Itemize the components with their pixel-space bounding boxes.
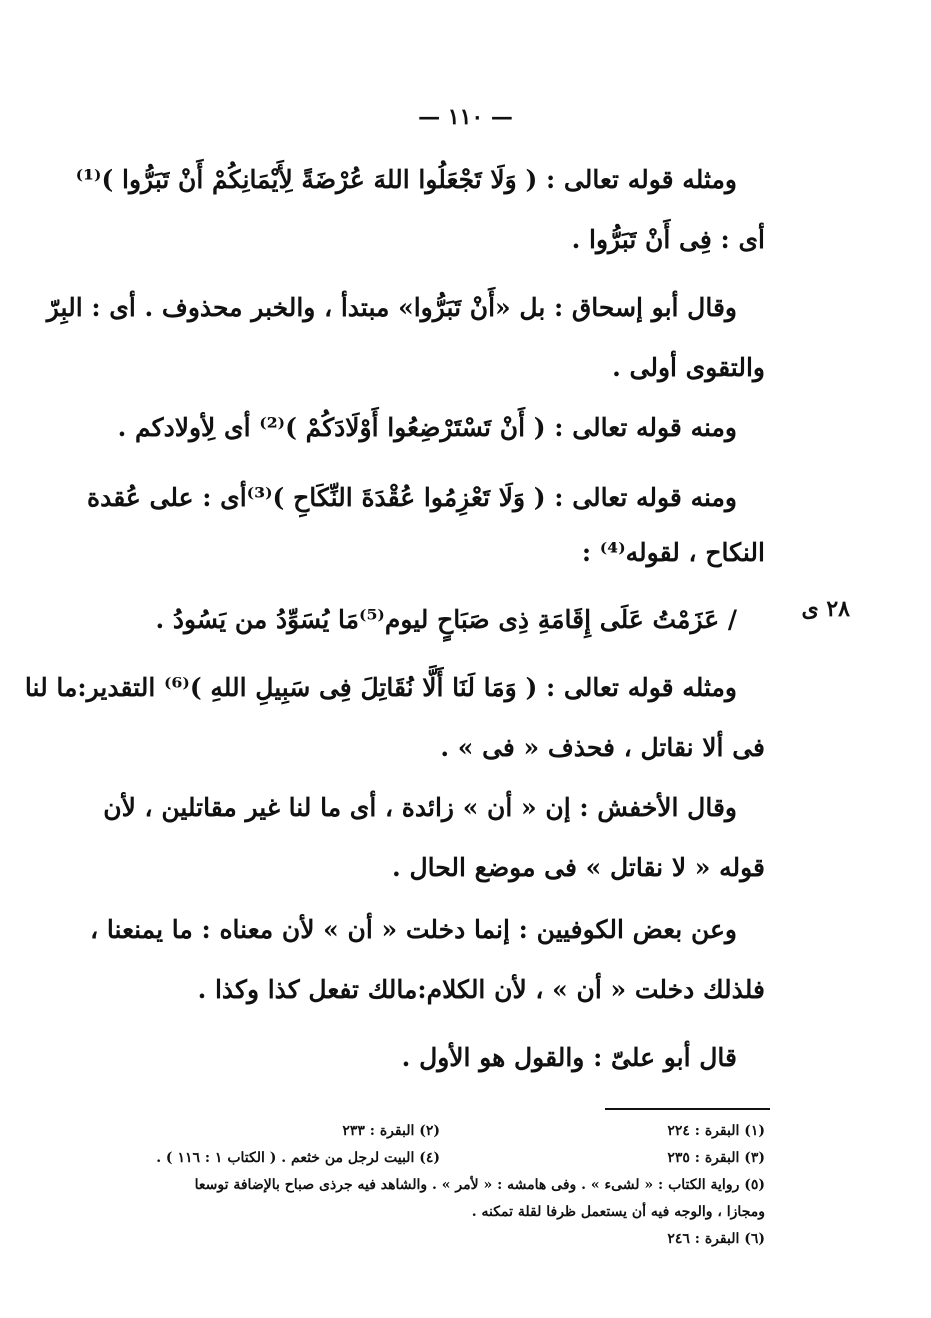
text-line: وعن بعض الكوفيين : إنما دخلت « أن » لأن معناه : ما يمنعنا ، (90, 915, 737, 944)
footnote-row (115, 1145, 765, 1172)
text-line: ومنه قوله تعالى : ( وَلَا تَعْزِمُوا عُقْدَةَ النِّكَاحِ )⁽³⁾أى : على عُقدة (87, 483, 737, 512)
text-line: أى : فِى أَنْ تَبَرُّوا . (571, 225, 765, 254)
text-line: فى ألا نقاتل ، فحذف « فى » . (440, 733, 765, 762)
text-line: ومثله قوله تعالى : ( وَلَا تَجْعَلُوا اللهَ عُرْضَةً لِأَيْمَانِكُمْ أَنْ تَبَرُّوا )⁽¹⁾ (75, 165, 737, 194)
footnote-3: (٣) البقرة : ٢٣٥ (667, 1150, 765, 1166)
footnote-4: (٤) البيت لرجل من خثعم . ( الكتاب ١ : ١١٦ ) . (156, 1150, 440, 1166)
footnote-5-continued: ومجازا ، والوجه فيه أن يستعمل ظرفا لقلة تمكنه . (471, 1204, 765, 1220)
paragraph-6 (103, 778, 765, 898)
text-line: ومثله قوله تعالى : ( وَمَا لَنَا أَلَّا نُقَاتِلَ فِى سَبِيلِ اللهِ )⁽⁶⁾ التقدير:ما لنا (24, 673, 737, 702)
text-line: قوله « لا نقاتل » فى موضع الحال . (392, 853, 765, 882)
text-line: فلذلك دخلت « أن » ، لأن الكلام:مالك تفعل كذا وكذا . (197, 975, 765, 1004)
text-line: ومنه قوله تعالى : ( أَنْ تَسْتَرْضِعُوا أَوْلَادَكُمْ )⁽²⁾ أى لِأولادكم . (117, 413, 737, 442)
paragraph-5 (24, 658, 765, 778)
paragraph-4 (87, 468, 765, 578)
footnote-1: (١) البقرة : ٢٢٤ (667, 1123, 765, 1139)
paragraph-1 (75, 150, 765, 270)
paragraph-8 (115, 1028, 765, 1088)
text-line: وقال أبو إسحاق : بل «أَنْ تَبَرُّوا» مبتدأ ، والخبر محذوف . أى : البِرّ (46, 293, 737, 322)
text-line: وقال الأخفش : إن « أن » زائدة ، أى ما لنا غير مقاتلين ، لأن (103, 793, 737, 822)
text-line: قال أبو علىّ : والقول هو الأول . (401, 1043, 737, 1072)
footnote-6: (٦) البقرة : ٢٤٦ (667, 1231, 765, 1247)
text-line: النكاح ، لقوله⁽⁴⁾ : (581, 538, 765, 567)
footnote-5: (٥) رواية الكتاب : « لشىء » . وفى هامشه : « لأمر » . والشاهد فيه جرذى صباح بالإضافة توسعا (194, 1177, 765, 1193)
verse-line (115, 590, 765, 650)
paragraph-7 (90, 900, 765, 1020)
paragraph-2 (46, 278, 765, 398)
text-line: والتقوى أولى . (612, 353, 765, 382)
margin-reference-note: ٢٨ ى (801, 596, 850, 622)
text-line: / عَزَمْتُ عَلَى إِقَامَةِ ذِى صَبَاحٍ ليوم⁽⁵⁾مَا يُسَوِّدُ من يَسُودُ . (155, 605, 737, 634)
footnote-2: (٢) البقرة : ٢٣٣ (342, 1123, 440, 1139)
footnote-row (115, 1118, 765, 1145)
paragraph-3 (115, 398, 765, 458)
page-number: — ١١٠ — (418, 104, 513, 130)
footnotes (115, 1118, 765, 1253)
footnote-divider (605, 1108, 770, 1110)
